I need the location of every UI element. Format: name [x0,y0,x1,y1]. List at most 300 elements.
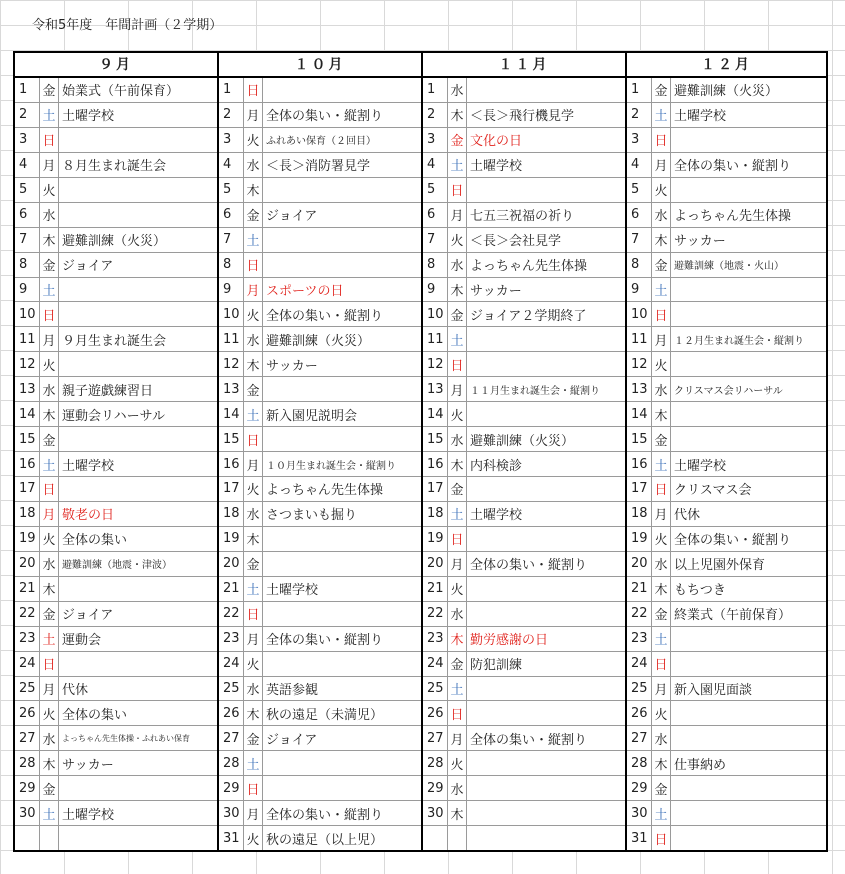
day-number: 24 [15,652,40,676]
day-number: 10 [423,302,448,326]
calendar-row [423,652,625,677]
weekday-label: 火 [244,477,263,501]
calendar-row [423,153,625,178]
weekday-label: 木 [244,701,263,725]
event-text: 仕事納め [674,757,727,773]
event-text: 代休 [62,682,89,698]
day-number: 3 [15,128,40,152]
event-text: １１月生まれ誕生会・縦割り [470,385,600,397]
event-text: 土曜学校 [674,109,727,125]
day-number: 9 [15,278,40,302]
calendar-row [627,602,826,627]
weekday-label: 火 [448,751,467,775]
weekday-label: 土 [244,751,263,775]
weekday-label: 金 [40,602,59,626]
event-text [59,278,217,302]
weekday-label: 火 [448,577,467,601]
calendar-row [219,253,421,278]
weekday-label: 火 [40,701,59,725]
event-text [263,602,421,626]
calendar-row [627,352,826,377]
calendar-row [219,652,421,677]
event-text [467,178,625,202]
day-number: 1 [423,78,448,102]
weekday-label: 月 [652,153,671,177]
weekday-label: 金 [40,427,59,451]
weekday-label: 金 [40,78,59,102]
day-number: 18 [627,502,652,526]
weekday-label: 水 [244,677,263,701]
event-text: 土曜学校 [674,458,727,474]
calendar-row [423,552,625,577]
calendar-row [423,377,625,402]
day-number: 19 [423,527,448,551]
event-text [671,427,826,451]
event-text [467,327,625,351]
event-text: １２月生まれ誕生会・縦割り [674,335,804,347]
day-number: 29 [423,776,448,800]
day-number: 4 [423,153,448,177]
event-text: 避難訓練（地震・津波） [62,560,172,572]
weekday-label: 木 [448,278,467,302]
calendar-row [15,776,217,801]
month-header: １１月 [423,53,625,78]
weekday-label: 土 [652,452,671,476]
event-text: 代休 [674,508,701,524]
weekday-label: 木 [652,228,671,252]
calendar-row [15,527,217,552]
weekday-label [40,826,59,850]
weekday-label: 木 [448,801,467,825]
month-column [627,53,826,850]
calendar-row [423,726,625,751]
day-number: 9 [627,278,652,302]
day-number [423,826,448,850]
event-text: ジョイア [62,259,114,275]
calendar-row [627,128,826,153]
calendar-row [219,302,421,327]
event-text [467,677,625,701]
event-text: 秋の遠足（以上児） [266,832,384,848]
calendar-row [627,477,826,502]
day-number: 17 [219,477,244,501]
day-number: 14 [627,402,652,426]
calendar-row [219,502,421,527]
weekday-label: 月 [40,153,59,177]
event-text [467,402,625,426]
event-text: 全体の集い・縦割り [266,807,384,823]
day-number: 5 [627,178,652,202]
weekday-label: 日 [40,128,59,152]
event-text [671,652,826,676]
weekday-label: 火 [448,402,467,426]
day-number: 29 [15,776,40,800]
calendar-row [15,253,217,278]
event-text [263,652,421,676]
calendar-row [219,801,421,826]
calendar-row [423,278,625,303]
weekday-label: 火 [652,178,671,202]
calendar-row [219,726,421,751]
month-rows [15,78,217,850]
calendar-row [219,577,421,602]
weekday-label: 月 [244,278,263,302]
event-text [467,602,625,626]
calendar-row [219,278,421,303]
calendar-row [423,776,625,801]
day-number: 3 [423,128,448,152]
weekday-label: 木 [448,627,467,651]
calendar-row [219,203,421,228]
day-number: 7 [627,228,652,252]
weekday-label: 木 [244,527,263,551]
event-text [59,178,217,202]
day-number: 7 [423,228,448,252]
event-text [263,78,421,102]
calendar-row [15,826,217,850]
weekday-label: 土 [652,278,671,302]
calendar-row [423,527,625,552]
day-number: 24 [423,652,448,676]
weekday-label: 火 [448,228,467,252]
day-number: 23 [15,627,40,651]
month-rows [627,78,826,850]
calendar-table [13,51,828,852]
weekday-label: 土 [652,801,671,825]
calendar-row [219,477,421,502]
event-text [59,826,217,850]
calendar-row [15,128,217,153]
day-number: 31 [627,826,652,850]
event-text: 文化の日 [470,134,523,150]
event-text: 土曜学校 [62,109,115,125]
day-number: 7 [219,228,244,252]
calendar-row [15,228,217,253]
day-number: 18 [423,502,448,526]
weekday-label: 月 [652,502,671,526]
calendar-row [627,153,826,178]
calendar-row [627,203,826,228]
calendar-row [627,452,826,477]
calendar-row [219,327,421,352]
calendar-row [219,826,421,850]
weekday-label: 月 [244,627,263,651]
event-text: 運動会リハーサル [62,408,165,424]
weekday-label: 木 [40,228,59,252]
calendar-row [15,153,217,178]
day-number: 22 [219,602,244,626]
weekday-label: 日 [448,352,467,376]
event-text [263,552,421,576]
weekday-label: 水 [652,377,671,401]
weekday-label: 火 [40,178,59,202]
weekday-label: 日 [448,527,467,551]
weekday-label: 木 [244,352,263,376]
day-number: 14 [219,402,244,426]
calendar-row [15,477,217,502]
day-number: 9 [423,278,448,302]
day-number: 27 [219,726,244,750]
event-text [467,776,625,800]
weekday-label: 月 [448,203,467,227]
calendar-row [219,228,421,253]
event-text: スポーツの日 [266,283,344,299]
event-text [671,128,826,152]
event-text: 敬老の日 [62,508,115,524]
day-number: 11 [219,327,244,351]
weekday-label: 木 [448,103,467,127]
day-number: 17 [627,477,652,501]
weekday-label: 水 [652,203,671,227]
event-text: もちつき [674,583,726,599]
weekday-label: 月 [40,677,59,701]
month-column [15,53,219,850]
day-number: 2 [219,103,244,127]
event-text: ９月生まれ誕生会 [62,333,167,349]
calendar-row [423,253,625,278]
day-number: 5 [15,178,40,202]
calendar-row [219,128,421,153]
calendar-row [423,677,625,702]
day-number: 25 [423,677,448,701]
calendar-row [423,577,625,602]
calendar-row [627,253,826,278]
event-text: ＜長＞会社見学 [470,234,562,250]
weekday-label: 金 [244,203,263,227]
event-text [59,302,217,326]
weekday-label: 土 [40,801,59,825]
event-text: よっちゃん先生体操 [470,259,588,275]
calendar-row [15,801,217,826]
weekday-label: 火 [244,302,263,326]
event-text: さつまいも掘り [266,508,358,524]
day-number: 17 [423,477,448,501]
event-text [671,701,826,725]
day-number: 4 [15,153,40,177]
calendar-row [15,701,217,726]
calendar-row [15,327,217,352]
event-text: 全体の集い・縦割り [266,308,384,324]
day-number: 6 [15,203,40,227]
calendar-row [423,302,625,327]
event-text [263,776,421,800]
event-text: ジョイア [62,608,114,624]
day-number: 13 [627,377,652,401]
calendar-row [15,677,217,702]
calendar-row [219,677,421,702]
calendar-row [423,327,625,352]
day-number: 20 [423,552,448,576]
weekday-label: 金 [244,377,263,401]
weekday-label: 日 [652,477,671,501]
day-number: 14 [15,402,40,426]
day-number: 23 [627,627,652,651]
calendar-row [219,153,421,178]
weekday-label: 日 [652,302,671,326]
weekday-label: 水 [448,602,467,626]
weekday-label: 土 [652,103,671,127]
day-number: 31 [219,826,244,850]
day-number: 8 [15,253,40,277]
day-number: 16 [627,452,652,476]
calendar-row [627,701,826,726]
day-number: 8 [219,253,244,277]
event-text: ジョイア [266,732,318,748]
calendar-row [627,826,826,850]
calendar-row [423,203,625,228]
weekday-label: 火 [244,652,263,676]
weekday-label: 月 [652,677,671,701]
event-text: 土曜学校 [470,508,523,524]
event-text: サッカー [674,234,726,250]
day-number: 26 [627,701,652,725]
day-number: 22 [15,602,40,626]
calendar-row [219,452,421,477]
month-header: ９月 [15,53,217,78]
calendar-row [423,502,625,527]
event-text [263,178,421,202]
day-number: 16 [423,452,448,476]
weekday-label: 土 [448,502,467,526]
event-text [671,826,826,850]
calendar-row [627,677,826,702]
day-number: 22 [627,602,652,626]
event-text: 運動会 [62,633,102,649]
day-number: 30 [423,801,448,825]
calendar-row [15,278,217,303]
event-text: 土曜学校 [62,458,115,474]
month-header: １２月 [627,53,826,78]
weekday-label: 水 [244,327,263,351]
event-text: よっちゃん先生体操 [266,483,384,499]
day-number: 11 [423,327,448,351]
calendar-row [423,228,625,253]
day-number: 14 [423,402,448,426]
day-number: 3 [219,128,244,152]
calendar-row [423,128,625,153]
event-text: 英語参観 [266,682,319,698]
day-number: 12 [423,352,448,376]
weekday-label: 月 [244,452,263,476]
weekday-label: 土 [652,627,671,651]
event-text: 新入園児面談 [674,682,753,698]
day-number: 27 [423,726,448,750]
weekday-label: 日 [652,128,671,152]
calendar-row [219,776,421,801]
weekday-label: 月 [652,327,671,351]
calendar-row [219,178,421,203]
calendar-row [627,278,826,303]
weekday-label: 土 [448,153,467,177]
weekday-label: 土 [244,577,263,601]
calendar-row [15,751,217,776]
day-number: 21 [219,577,244,601]
weekday-label: 月 [448,552,467,576]
event-text [467,826,625,850]
day-number: 23 [423,627,448,651]
calendar-row [627,652,826,677]
calendar-row [15,726,217,751]
month-rows [423,78,625,850]
day-number: 24 [627,652,652,676]
event-text: 新入園児説明会 [266,408,358,424]
day-number: 27 [627,726,652,750]
weekday-label: 木 [652,577,671,601]
day-number: 13 [219,377,244,401]
day-number: 15 [15,427,40,451]
calendar-row [15,577,217,602]
event-text: 避難訓練（火災） [470,433,575,449]
event-text [263,751,421,775]
calendar-row [219,527,421,552]
day-number: 1 [15,78,40,102]
event-text [671,627,826,651]
calendar-row [15,402,217,427]
event-text [467,801,625,825]
event-text [671,801,826,825]
weekday-label: 水 [40,377,59,401]
day-number: 17 [15,477,40,501]
weekday-label: 木 [652,402,671,426]
weekday-label: 土 [40,452,59,476]
event-text [59,776,217,800]
calendar-row [15,377,217,402]
event-text: 七五三祝福の祈り [470,209,575,225]
event-text: 避難訓練（火災） [674,84,779,100]
weekday-label: 土 [244,228,263,252]
day-number: 13 [423,377,448,401]
day-number: 2 [15,103,40,127]
event-text [467,477,625,501]
event-text: クリスマス会リハーサル [674,385,783,397]
day-number: 29 [219,776,244,800]
calendar-row [219,377,421,402]
weekday-label: 水 [448,78,467,102]
weekday-label: 水 [448,427,467,451]
weekday-label: 火 [652,352,671,376]
event-text: サッカー [266,358,318,374]
day-number: 27 [15,726,40,750]
weekday-label: 日 [40,652,59,676]
weekday-label: 日 [244,427,263,451]
day-number: 11 [627,327,652,351]
day-number: 10 [15,302,40,326]
day-number: 26 [219,701,244,725]
calendar-row [423,402,625,427]
event-text: ＜長＞消防署見学 [266,159,371,175]
event-text: １０月生まれ誕生会・縦割り [266,460,396,472]
day-number: 15 [219,427,244,451]
weekday-label: 水 [448,776,467,800]
day-number: 25 [627,677,652,701]
day-number: 22 [423,602,448,626]
weekday-label: 木 [40,751,59,775]
event-text: 全体の集い・縦割り [266,633,384,649]
weekday-label: 日 [448,178,467,202]
weekday-label: 土 [40,278,59,302]
weekday-label: 金 [448,302,467,326]
day-number: 29 [627,776,652,800]
weekday-label: 日 [652,826,671,850]
day-number: 3 [627,128,652,152]
weekday-label: 土 [40,627,59,651]
page-title: 令和5年度 年間計画（２学期） [32,18,223,33]
calendar-row [15,78,217,103]
weekday-label: 火 [244,826,263,850]
weekday-label: 木 [40,577,59,601]
weekday-label: 火 [652,527,671,551]
calendar-row [15,103,217,128]
